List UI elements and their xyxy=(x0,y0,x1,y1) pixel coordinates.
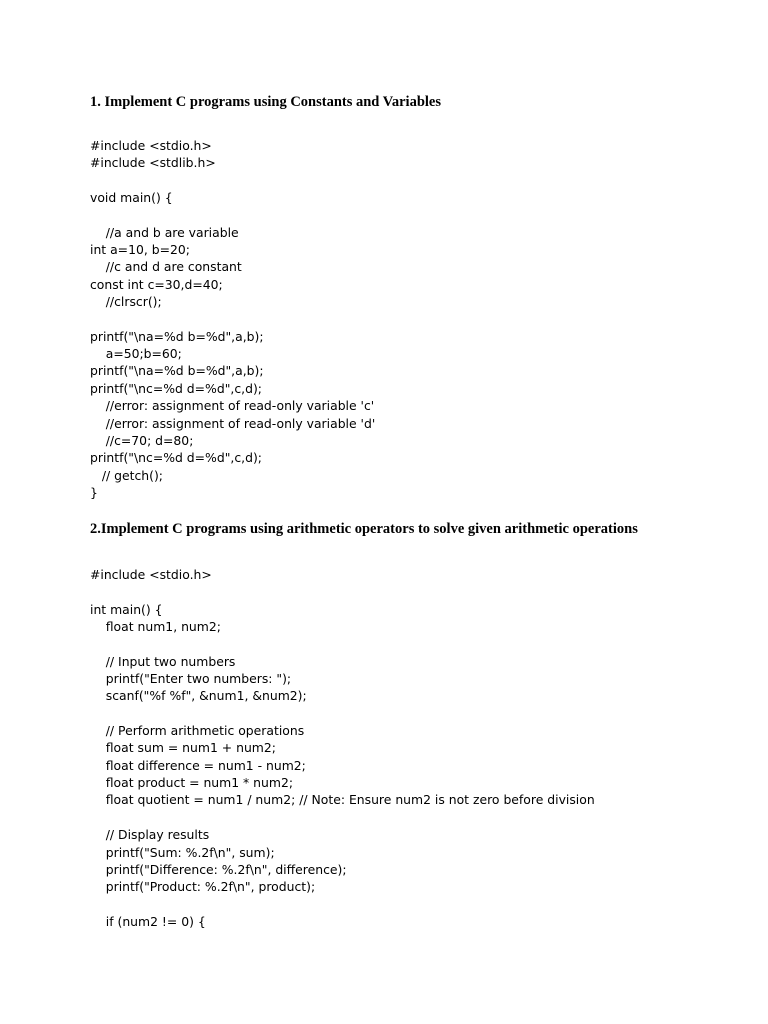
code-line: void main() { xyxy=(90,190,173,206)
code-line: #include <stdio.h> xyxy=(90,567,212,582)
code-line: printf("Sum: %.2f\n", sum); xyxy=(90,844,275,860)
code-line: //error: assignment of read-only variable 'd' xyxy=(90,415,376,431)
code-line xyxy=(90,809,595,826)
code-line: const int c=30,d=40; xyxy=(90,276,223,292)
section-1-code-block xyxy=(90,137,375,501)
code-line: scanf("%f %f", &num1, &num2); xyxy=(90,688,307,704)
code-line: printf("\na=%d b=%d",a,b); xyxy=(90,363,264,379)
code-line xyxy=(90,310,375,327)
code-line: float difference = num1 - num2; xyxy=(90,757,306,773)
code-line: float quotient = num1 / num2; // Note: Ensure num2 is not zero before division xyxy=(90,792,595,808)
code-line: // getch(); xyxy=(90,467,163,483)
code-line xyxy=(90,896,595,913)
code-line: printf("Difference: %.2f\n", difference); xyxy=(90,861,347,877)
code-line: } xyxy=(90,484,98,500)
code-line: //clrscr(); xyxy=(90,294,162,310)
code-line: printf("Enter two numbers: "); xyxy=(90,671,292,687)
code-line: //error: assignment of read-only variable 'c' xyxy=(90,398,375,414)
code-line xyxy=(90,583,595,600)
code-line xyxy=(90,206,375,223)
code-line: printf("\nc=%d d=%d",c,d); xyxy=(90,380,262,396)
code-line: #include <stdlib.h> xyxy=(90,155,216,171)
code-line: //a and b are variable xyxy=(90,224,239,240)
code-line: printf("\na=%d b=%d",a,b); xyxy=(90,328,264,344)
code-line: a=50;b=60; xyxy=(90,346,182,362)
code-line: // Display results xyxy=(90,827,210,843)
section-2-heading: 2.Implement C programs using arithmetic operators to solve given arithmetic operations xyxy=(90,521,638,537)
code-line: //c and d are constant xyxy=(90,259,242,275)
code-line xyxy=(90,705,595,722)
code-line: float sum = num1 + num2; xyxy=(90,740,276,756)
code-line: #include <stdio.h> xyxy=(90,138,212,153)
code-line xyxy=(90,172,375,189)
code-line: //c=70; d=80; xyxy=(90,432,194,448)
code-line: // Input two numbers xyxy=(90,653,236,669)
section-2-code-block xyxy=(90,566,595,930)
section-1-heading: 1. Implement C programs using Constants and Variables xyxy=(90,94,442,110)
code-line xyxy=(90,635,595,652)
code-line: float num1, num2; xyxy=(90,619,221,635)
code-line: // Perform arithmetic operations xyxy=(90,723,305,739)
code-line: if (num2 != 0) { xyxy=(90,913,206,929)
code-line: int main() { xyxy=(90,601,163,617)
code-line: float product = num1 * num2; xyxy=(90,775,294,791)
code-line: printf("Product: %.2f\n", product); xyxy=(90,879,316,895)
code-line: int a=10, b=20; xyxy=(90,242,190,258)
code-line: printf("\nc=%d d=%d",c,d); xyxy=(90,450,262,466)
